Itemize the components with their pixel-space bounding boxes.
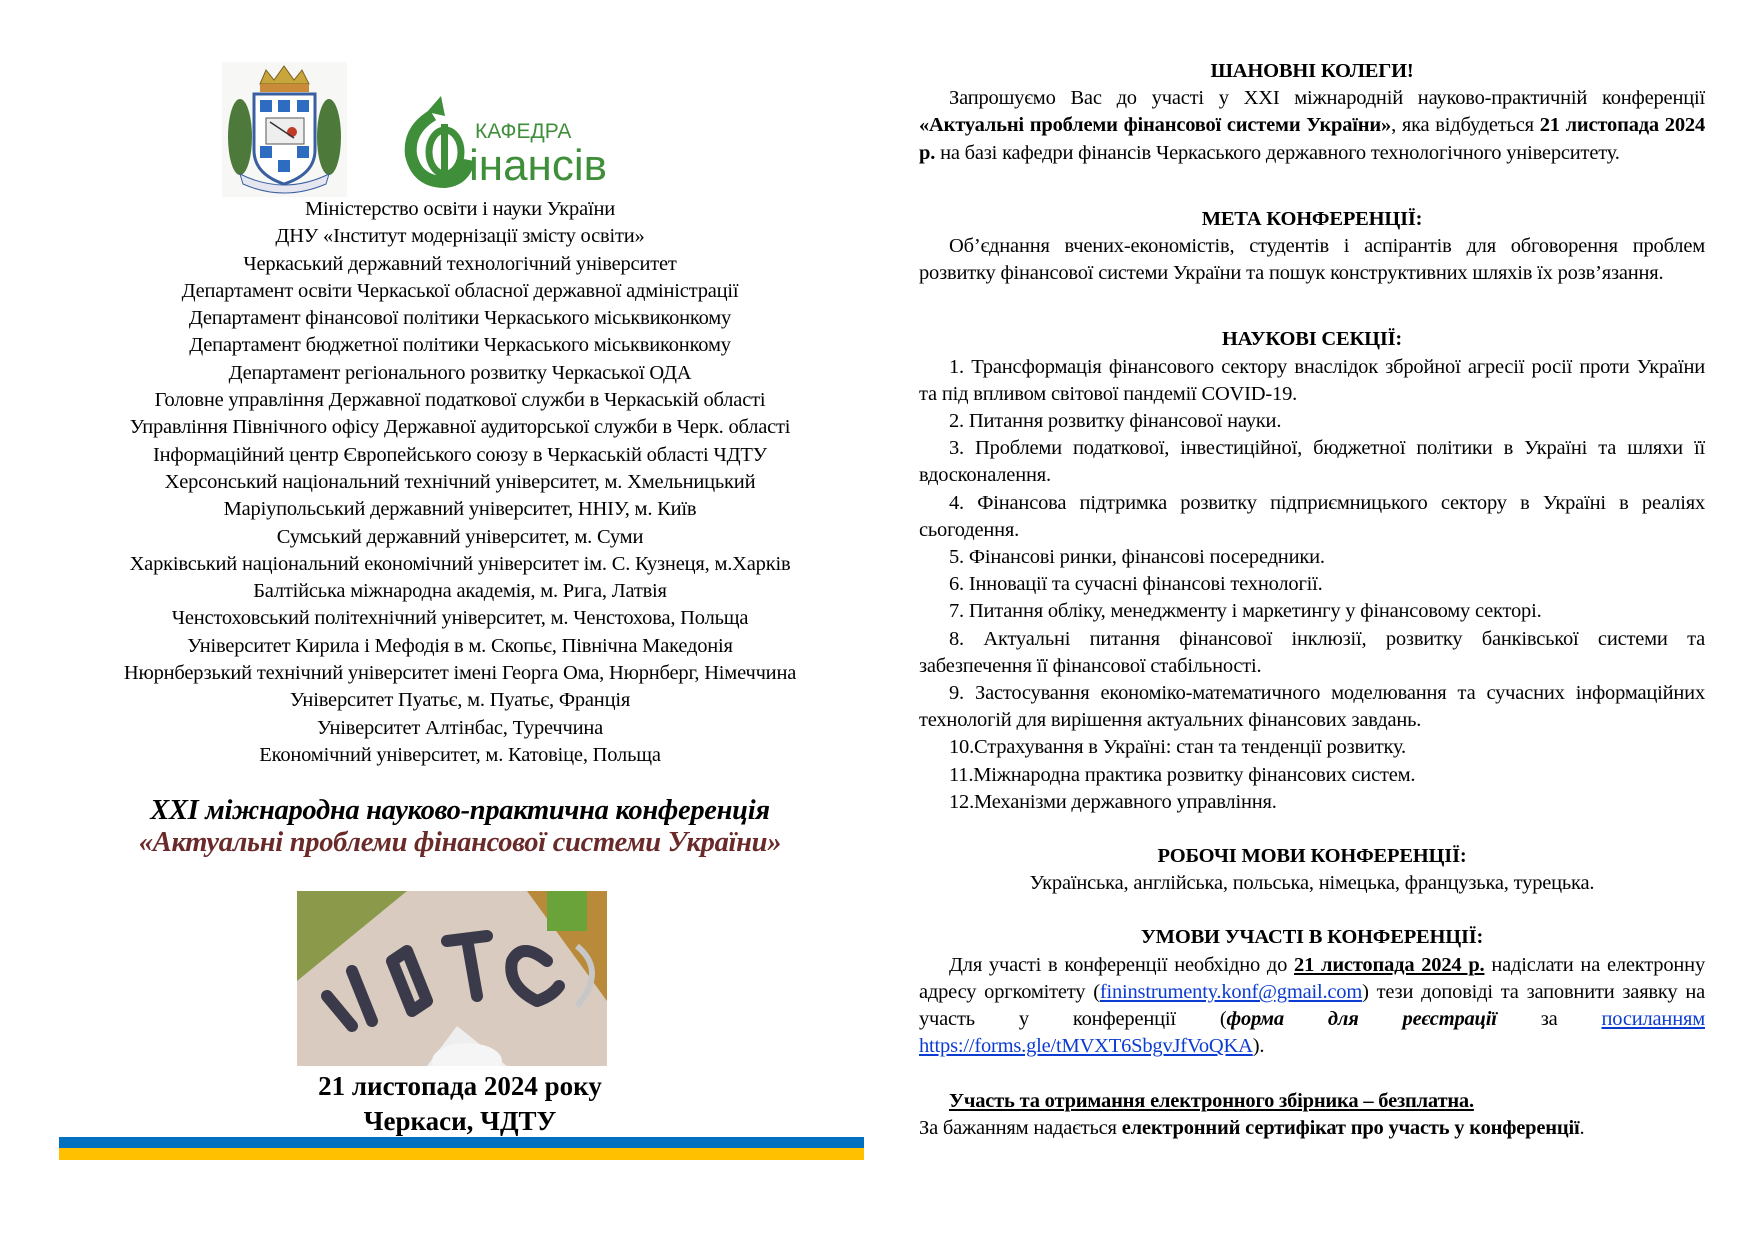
- invite-text: Запрошуємо Вас до участі у XXI міжнародній науково-практичній конференції: [949, 87, 1705, 110]
- registration-form-label: форма для реєстрації: [1226, 1008, 1497, 1031]
- invite-text: , яка відбудеться: [1391, 114, 1540, 137]
- greeting-heading: ШАНОВНІ КОЛЕГИ!: [1210, 60, 1414, 82]
- kafedra-label: КАФЕДРА: [475, 120, 572, 143]
- registration-form-url[interactable]: https://forms.gle/tMVXT6SbgvJfVoQKA: [919, 1035, 1253, 1058]
- organizer-item: Департамент бюджетної політики Черкаського міськвиконкому: [189, 334, 731, 357]
- section-item: 1. Трансформація фінансового сектору внаслідок збройної агресії росії проти України та під впливом світової пандемії COVID-19.: [919, 355, 1705, 405]
- conference-title-line1: XXI міжнародна науково-практична конференція: [150, 795, 770, 826]
- conditions-heading: УМОВИ УЧАСТІ В КОНФЕРЕНЦІЇ:: [1140, 926, 1484, 949]
- organizer-item: Харківський національний економічний університет ім. С. Кузнеця, м.Харків: [129, 552, 791, 575]
- conference-title: [40, 795, 880, 859]
- section-item: 3. Проблеми податкової, інвестиційної, бюджетної політики в Україні та шляхи її вдосконалення.: [919, 437, 1705, 487]
- conditions-paragraph: [919, 952, 1705, 1061]
- certificate-note: [919, 1115, 1705, 1142]
- organizer-item: Департамент фінансової політики Черкаського міськвиконкому: [188, 307, 732, 330]
- section-item: 2. Питання розвитку фінансової науки.: [949, 410, 1282, 433]
- goal-paragraph: Об’єднання вчених-економістів, студентів і аспірантів для обговорення проблем розвитку фінансової системи України та пошук конструктивних шляхів їх розв’язання.: [919, 235, 1705, 285]
- certificate-text: За бажанням надається: [919, 1116, 1122, 1139]
- ukrainian-flag-bar: [59, 1137, 864, 1160]
- organizer-item: Університет Кирила і Мефодія в м. Скопьє, Північна Македонія: [187, 634, 733, 657]
- event-place: Черкаси, ЧДТУ: [363, 1106, 557, 1136]
- conference-title-line2: «Актуальні проблеми фінансової системи України»: [138, 827, 782, 858]
- email-link[interactable]: fininstrumenty.konf@gmail.com: [1099, 980, 1363, 1003]
- organizer-item: Нюрнберзький технічний університет імені Георга Ома, Нюрнберг, Німеччина: [123, 662, 797, 685]
- finansiv-label: інансів: [469, 141, 607, 190]
- section-item: 8. Актуальні питання фінансової інклюзії, розвитку банківської системи та забезпечення її фінансової стабільності.: [919, 627, 1705, 677]
- organizer-item: Херсонський національний технічний університет, м. Хмельницький: [164, 470, 756, 493]
- goal-heading: МЕТА КОНФЕРЕНЦІЇ:: [1201, 207, 1423, 230]
- organizer-item: Головне управління Державної податкової служби в Черкаській області: [154, 389, 766, 412]
- free-participation-note: Участь та отримання електронного збірника – безплатна.: [949, 1089, 1474, 1112]
- flag-blue-stripe: [59, 1137, 864, 1148]
- event-date: 21 листопада 2024 року: [318, 1071, 602, 1101]
- section-item: 5. Фінансові ринки, фінансові посередники.: [949, 546, 1325, 569]
- certificate-text: .: [1579, 1116, 1585, 1139]
- organizer-item: Університет Алтінбас, Туреччина: [316, 716, 604, 739]
- conditions-text: Для участі в конференції необхідно до: [949, 953, 1295, 976]
- section-item: 7. Питання обліку, менеджменту і маркетингу у фінансовому секторі.: [949, 600, 1542, 623]
- organizer-item: Інформаційний центр Європейського союзу в Черкаській області ЧДТУ: [153, 443, 767, 466]
- invitation-paragraph: [919, 85, 1705, 167]
- university-crest-logo: [222, 62, 347, 197]
- organizer-item: Економічний університет, м. Катовіце, Польща: [259, 743, 661, 766]
- campus-aerial-photo: [297, 891, 607, 1066]
- section-item: 10.Страхування в Україні: стан та тенденції розвитку.: [949, 736, 1406, 759]
- invite-date: 21 листопада 2024 р.: [919, 114, 1706, 164]
- organizer-item: Сумський державний університет, м. Суми: [276, 525, 644, 548]
- languages-text: Українська, англійська, польська, німецька, французька, турецька.: [1029, 872, 1595, 895]
- languages-heading: РОБОЧІ МОВИ КОНФЕРЕНЦІЇ:: [1157, 845, 1467, 868]
- organizer-item: Ченстоховський політехнічний університет, м. Ченстохова, Польща: [171, 607, 749, 630]
- organizer-item: ДНУ «Інститут модернізації змісту освіти»: [275, 225, 645, 248]
- section-item: 6. Інновації та сучасні фінансові технології.: [949, 573, 1323, 596]
- conditions-text: за: [1496, 1008, 1602, 1031]
- conditions-text: надіслати на електронну адресу оргкомітету (: [919, 953, 1705, 1003]
- invite-text: на базі кафедри фінансів Черкаського державного технологічного університету.: [935, 141, 1620, 164]
- organizer-item: Черкаський державний технологічний університет: [243, 252, 677, 275]
- registration-link-label[interactable]: посиланням: [1601, 1008, 1705, 1031]
- submission-deadline: 21 листопада 2024 р.: [1294, 953, 1485, 976]
- event-date-place: [40, 1069, 880, 1139]
- invite-conference-name: «Актуальні проблеми фінансової системи України»: [919, 114, 1392, 137]
- sections-list: [919, 354, 1705, 816]
- section-item: 12.Механізми державного управління.: [949, 790, 1277, 813]
- certificate-bold: електронний сертифікат про участь у конференції: [1121, 1116, 1580, 1139]
- organizers-list: [40, 196, 880, 769]
- organizer-item: Університет Пуатьє, м. Пуатьє, Франція: [289, 689, 631, 712]
- conditions-text: ) тези доповіді та заповнити заявку на участь у конференції (: [919, 980, 1705, 1031]
- organizer-item: Балтійська міжнародна академія, м. Рига, Латвія: [253, 580, 667, 603]
- section-item: 11.Міжнародна практика розвитку фінансових систем.: [949, 763, 1416, 786]
- organizer-item: Управління Північного офісу Державної аудиторської служби в Черк. області: [129, 416, 791, 439]
- section-item: 9. Застосування економіко-математичного моделювання та сучасних інформаційних технологій для вирішення актуальних фінансових завдань.: [919, 682, 1705, 732]
- flag-yellow-stripe: [59, 1148, 864, 1160]
- finance-department-logo: [403, 90, 659, 190]
- organizer-item: Департамент регіонального розвитку Черкаської ОДА: [228, 361, 692, 384]
- conditions-text: ).: [1252, 1035, 1265, 1058]
- organizer-item: Маріупольський державний університет, ННІУ, м. Київ: [223, 498, 697, 521]
- invitation-column: [919, 58, 1705, 1142]
- sections-heading: НАУКОВІ СЕКЦІЇ:: [1221, 328, 1403, 351]
- section-item: 4. Фінансова підтримка розвитку підприємницького сектору в Україні в реаліях сьогодення.: [919, 491, 1705, 541]
- organizer-item: Департамент освіти Черкаської обласної державної адміністрації: [181, 279, 739, 302]
- organizer-item: Міністерство освіти і науки України: [304, 198, 616, 220]
